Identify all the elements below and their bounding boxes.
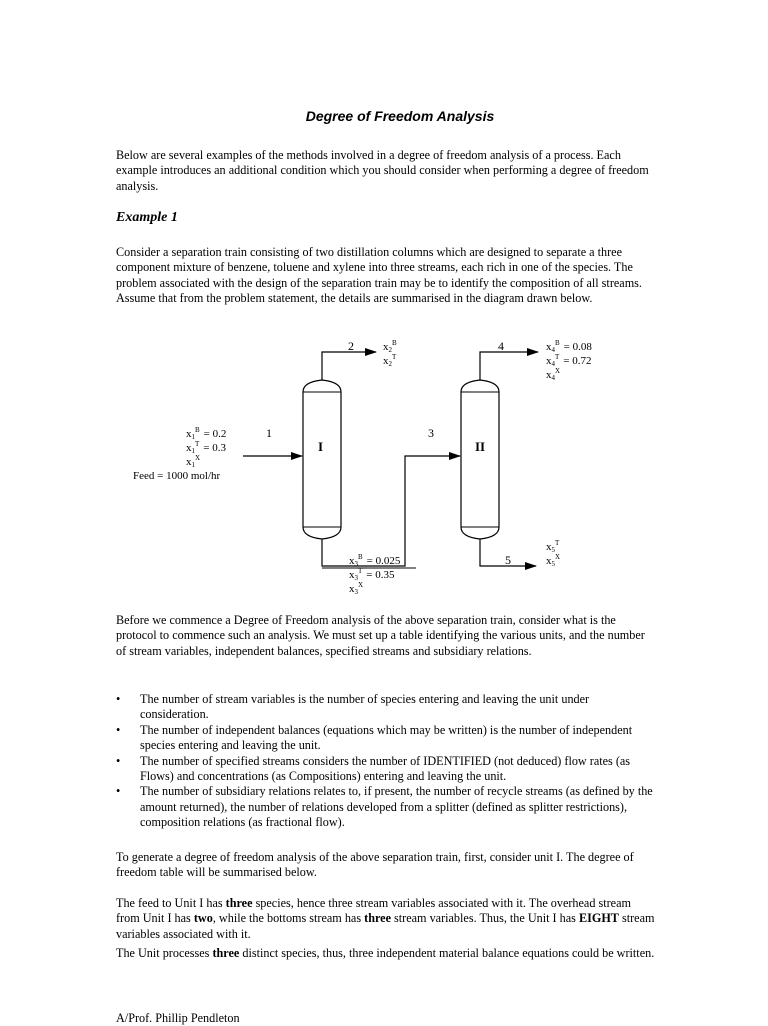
protocol-paragraph: Before we commence a Degree of Freedom analysis of the above separation train, consider what is the protocol to commence such an analysis. We must set up a table identifying the various units, and the number of stream variables, independent balances, specified streams and subsidiary relations. bbox=[116, 613, 645, 658]
column-I bbox=[303, 380, 341, 539]
stream-1-number: 1 bbox=[266, 426, 272, 440]
stream-3-xB: $x3^B = 0.025$ bbox=[349, 553, 401, 568]
stream-4-xX: $x4^X$ bbox=[546, 367, 561, 382]
separation-train-diagram bbox=[0, 330, 768, 600]
stream-4-number: 4 bbox=[498, 339, 504, 353]
stream-5-xT: $x5^T$ bbox=[546, 539, 560, 554]
stream-4-line bbox=[480, 352, 538, 380]
column-II bbox=[461, 380, 499, 539]
intro-paragraph: Below are several examples of the methods involved in a degree of freedom analysis of a process. Each example introduces an additional condition which you should consider when performing a degree of freedom analysis. bbox=[116, 148, 649, 193]
stream-3-composition bbox=[349, 553, 401, 596]
stream-4-xB: $x4^B = 0.08$ bbox=[546, 339, 592, 354]
stream-2-number: 2 bbox=[348, 339, 354, 353]
feed-composition bbox=[133, 426, 226, 482]
stream-4-xT: $x4^T = 0.72$ bbox=[546, 353, 592, 368]
stream-3-xX: $x3^X$ bbox=[349, 581, 364, 596]
stream-3-xT: $x3^T = 0.35$ bbox=[349, 567, 395, 582]
example-heading: Example 1 bbox=[116, 210, 178, 225]
feed-xT-label: $x1^T = 0.3$ bbox=[186, 440, 226, 455]
column-II-label: II bbox=[475, 439, 486, 454]
feed-paragraph: The feed to Unit I has three species, hence three stream variables associated with it. The overhead stream from Unit I has two, while the bottoms stream has three stream variables. Thus, the Unit I has EIGHT stream variables associated with it. bbox=[116, 896, 655, 941]
stream-4-composition bbox=[546, 339, 592, 382]
list-item: • The number of independent balances (equations which may be written) is the number of independent species entering and leaving the unit. bbox=[116, 722, 633, 753]
stream-3-line bbox=[322, 456, 460, 566]
stream-2-xB: $x2^B$ bbox=[383, 339, 397, 354]
list-item: • The number of subsidiary relations relates to, if present, the number of recycle streams (as defined by the amount returned), the number of relations developed from a splitter (defined as splitter restrictions), composition relations (as fractional flow). bbox=[116, 784, 653, 830]
feed-xX-label: $x1^X$ bbox=[186, 454, 201, 469]
list-item: • The number of stream variables is the number of species entering and leaving the unit under consideration. bbox=[116, 692, 590, 722]
page-footer: A/Prof. Phillip Pendleton bbox=[116, 1011, 240, 1025]
feed-flow-label: Feed = 1000 mol/hr bbox=[133, 470, 221, 482]
stream-2-line bbox=[322, 352, 376, 380]
process-paragraph: The Unit processes three distinct species, thus, three independent material balance equations could be written. bbox=[116, 946, 655, 960]
bullet-list bbox=[116, 692, 656, 831]
list-item: • The number of specified streams considers the number of IDENTIFIED (not deduced) flow rates (as Flows) and concentrations (as Compositions) entering and leaving the unit. bbox=[116, 753, 631, 784]
page-title: Degree of Freedom Analysis bbox=[305, 108, 495, 124]
stream-5-number: 5 bbox=[505, 553, 511, 567]
unit-paragraph: To generate a degree of freedom analysis of the above separation train, first, consider unit I. The degree of freedom table will be summarised below. bbox=[116, 850, 634, 880]
stream-5-composition bbox=[546, 539, 560, 568]
stream-2-composition bbox=[383, 339, 397, 368]
column-I-label: I bbox=[318, 439, 324, 454]
stream-3-number: 3 bbox=[428, 426, 434, 440]
stream-5-xX: $x5^X$ bbox=[546, 553, 561, 568]
stream-2-xT: $x2^T$ bbox=[383, 353, 397, 368]
feed-xB-label: $x1^B = 0.2$ bbox=[186, 426, 227, 441]
example-paragraph: Consider a separation train consisting of two distillation columns which are designed to separate a three component mixture of benzene, toluene and xylene into three streams, each rich in one of the species. The problem associated with the design of the separation train may be to identify the composition of all streams. Assume that from the problem statement, the details are summarised in the diagram drawn below. bbox=[116, 245, 642, 306]
